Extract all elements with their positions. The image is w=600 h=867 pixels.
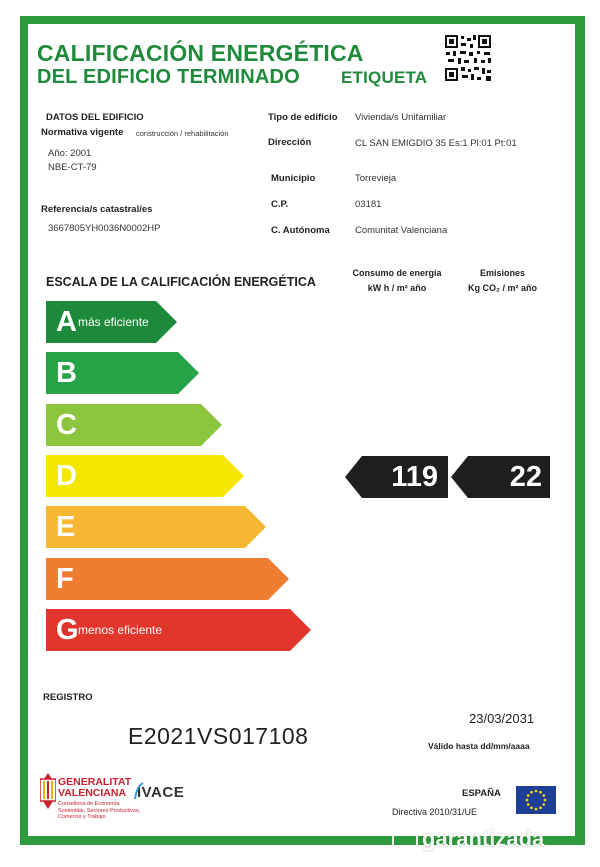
rating-letter: D bbox=[56, 460, 77, 492]
eu-star-icon bbox=[539, 791, 542, 794]
rating-letter: E bbox=[56, 511, 76, 543]
emisiones-value: 22 bbox=[509, 461, 542, 493]
direccion-label: Dirección bbox=[268, 137, 312, 148]
rating-arrow-shape bbox=[46, 506, 266, 548]
qr-code-icon bbox=[444, 34, 492, 82]
rating-letter: G bbox=[56, 614, 79, 646]
comunidad-label: C. Autónoma bbox=[271, 225, 330, 236]
generalitat-name-line-1: GENERALITAT bbox=[58, 776, 132, 788]
registro-number: E2021VS017108 bbox=[128, 723, 309, 749]
eu-star-icon bbox=[527, 803, 530, 806]
directiva-label: Directiva 2010/31/UE bbox=[392, 807, 478, 817]
datos-edificio-label: DATOS DEL EDIFICIO bbox=[46, 112, 144, 123]
rating-label: menos eficiente bbox=[78, 623, 163, 637]
rating-arrow-d bbox=[46, 455, 244, 497]
check-icon bbox=[392, 829, 418, 855]
rating-arrow-a bbox=[46, 301, 177, 343]
generalitat-name-line-2: VALENCIANA bbox=[58, 787, 127, 799]
consumo-badge bbox=[345, 456, 448, 498]
rating-arrow-f bbox=[46, 558, 289, 600]
eu-star-icon bbox=[539, 806, 542, 809]
ivace-swoosh-icon bbox=[134, 782, 144, 800]
conselleria-line-1: Conselleria de Economía bbox=[58, 801, 120, 807]
normativa-label: Normativa vigente bbox=[41, 127, 124, 138]
rating-letter: F bbox=[56, 563, 74, 595]
scale-title: ESCALA DE LA CALIFICACIÓN ENERGÉTICA bbox=[46, 275, 316, 289]
espana-label: ESPAÑA bbox=[462, 788, 501, 799]
rating-label: más eficiente bbox=[78, 315, 149, 329]
eu-star-icon bbox=[544, 799, 547, 802]
eu-star-icon bbox=[527, 794, 530, 797]
rating-letter: C bbox=[56, 409, 77, 441]
conselleria-line-2: Sostenible, Sectores Productivos, bbox=[58, 807, 141, 814]
title-line-1: CALIFICACIÓN ENERGÉTICA bbox=[37, 40, 364, 66]
consumo-title: Consumo de energía bbox=[352, 268, 442, 278]
generalitat-logo-icon bbox=[40, 773, 56, 809]
title-line-2: DEL EDIFICIO TERMINADO bbox=[37, 66, 300, 88]
municipio-label: Municipio bbox=[271, 173, 316, 184]
watermark: garantizada bbox=[422, 826, 545, 851]
emisiones-unit: Kg CO₂ / m² año bbox=[468, 283, 537, 293]
emisiones-badge bbox=[451, 456, 550, 498]
generalitat-name bbox=[58, 777, 131, 799]
eu-flag-icon bbox=[516, 786, 556, 814]
rating-letter: B bbox=[56, 357, 77, 389]
conselleria-text bbox=[58, 801, 140, 821]
eu-star-icon bbox=[535, 808, 538, 811]
rating-arrow-g bbox=[46, 609, 311, 651]
rating-arrow-b bbox=[46, 352, 199, 394]
eu-star-icon bbox=[530, 806, 533, 809]
comunidad-value: Comunitat Valenciana bbox=[355, 225, 448, 236]
registro-label: REGISTRO bbox=[43, 692, 93, 703]
tipo-value: Vivienda/s Unifamiliar bbox=[355, 112, 447, 123]
eu-star-icon bbox=[542, 803, 545, 806]
eu-star-icon bbox=[535, 790, 538, 793]
eu-star-icon bbox=[530, 791, 533, 794]
normativa-value: construcción / rehabilitación bbox=[136, 129, 229, 138]
year-value: Año: 2001 bbox=[48, 148, 92, 159]
rating-letter: A bbox=[56, 306, 77, 338]
rating-arrow-e bbox=[46, 506, 266, 548]
valid-date: 23/03/2031 bbox=[469, 711, 535, 726]
referencia-label: Referencia/s catastral/es bbox=[41, 204, 153, 215]
ivace-logo: IVACE bbox=[137, 784, 185, 801]
consumo-value: 119 bbox=[391, 461, 438, 493]
valid-until-label: Válido hasta dd/mm/aaaa bbox=[428, 741, 530, 751]
referencia-value: 3667805YH0036N0002HP bbox=[48, 223, 161, 234]
title-etiqueta: ETIQUETA bbox=[341, 68, 428, 87]
tipo-label: Tipo de edificio bbox=[268, 112, 338, 123]
cp-label: C.P. bbox=[271, 199, 289, 210]
rating-arrow-shape bbox=[46, 558, 289, 600]
eu-star-icon bbox=[526, 799, 529, 802]
conselleria-line-3: Comercio y Trabajo bbox=[58, 814, 106, 820]
consumo-unit: kW h / m² año bbox=[367, 283, 427, 293]
cp-value: 03181 bbox=[355, 199, 382, 210]
norm-value: NBE-CT-79 bbox=[48, 162, 97, 173]
municipio-value: Torrevieja bbox=[355, 173, 397, 184]
rating-arrow-c bbox=[46, 404, 222, 446]
eu-star-icon bbox=[542, 794, 545, 797]
emisiones-title: Emisiones bbox=[479, 268, 526, 278]
direccion-value: CL SAN EMIGDIO 35 Es:1 Pl:01 Pt:01 bbox=[355, 138, 517, 149]
